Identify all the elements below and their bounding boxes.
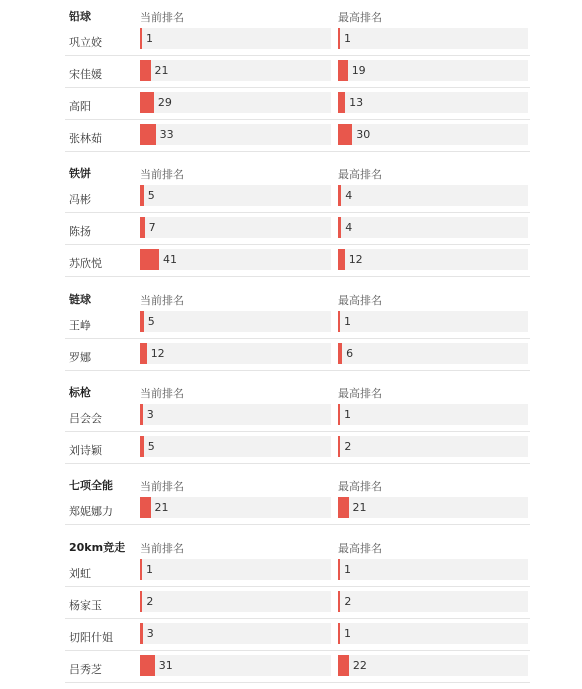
best-rank-cell <box>338 343 528 364</box>
current-rank-bar <box>140 92 154 113</box>
athlete-name: 苏欣悦 <box>69 257 102 270</box>
athlete-name: 刘诗颖 <box>69 444 102 457</box>
current-rank-value: 5 <box>147 315 155 328</box>
current-rank-cell <box>140 343 331 364</box>
best-rank-bar <box>338 623 340 644</box>
athlete-name: 吕会会 <box>69 412 102 425</box>
current-rank-bar <box>140 655 155 676</box>
table-row <box>0 88 582 120</box>
best-rank-bar <box>338 311 340 332</box>
best-rank-cell <box>338 92 528 113</box>
row-divider <box>65 370 530 371</box>
best-rank-value: 22 <box>352 659 367 672</box>
current-rank-value: 3 <box>146 408 154 421</box>
current-rank-cell <box>140 124 331 145</box>
event-group <box>0 382 582 464</box>
current-rank-bar <box>140 559 142 580</box>
current-rank-bar <box>140 343 147 364</box>
current-rank-bar <box>140 28 142 49</box>
current-rank-value: 21 <box>154 64 169 77</box>
event-name: 标枪 <box>69 386 91 399</box>
group-header <box>0 163 582 181</box>
best-rank-cell <box>338 28 528 49</box>
current-rank-header: 当前排名 <box>140 387 184 400</box>
event-group <box>0 163 582 277</box>
current-rank-bar <box>140 249 159 270</box>
current-rank-value: 1 <box>146 563 153 576</box>
best-rank-bar <box>338 124 352 145</box>
best-rank-bar <box>338 28 340 49</box>
athlete-name: 郑妮娜力 <box>69 505 113 518</box>
best-rank-header: 最高排名 <box>338 168 382 181</box>
table-row <box>0 120 582 152</box>
best-rank-value: 13 <box>349 96 364 109</box>
current-rank-bar <box>140 185 144 206</box>
best-rank-value: 21 <box>352 501 367 514</box>
athlete-name: 王峥 <box>69 319 91 332</box>
event-name: 链球 <box>69 293 91 306</box>
athlete-name: 宋佳媛 <box>69 68 102 81</box>
current-rank-cell <box>140 60 331 81</box>
athlete-name: 冯彬 <box>69 193 91 206</box>
best-rank-cell <box>338 404 528 425</box>
best-rank-header: 最高排名 <box>338 542 382 555</box>
current-rank-header: 当前排名 <box>140 294 184 307</box>
best-rank-value: 4 <box>345 189 353 202</box>
best-rank-header: 最高排名 <box>338 11 382 24</box>
best-rank-bar <box>338 591 340 612</box>
best-rank-header: 最高排名 <box>338 387 382 400</box>
table-row <box>0 400 582 432</box>
current-rank-cell <box>140 249 331 270</box>
current-rank-cell <box>140 559 331 580</box>
best-rank-bar <box>338 559 340 580</box>
athlete-name: 吕秀芝 <box>69 663 102 676</box>
table-row <box>0 587 582 619</box>
event-group <box>0 537 582 683</box>
best-rank-value: 1 <box>344 315 351 328</box>
best-rank-bar <box>338 249 345 270</box>
current-rank-header: 当前排名 <box>140 542 184 555</box>
current-rank-cell <box>140 404 331 425</box>
athlete-name: 切阳什姐 <box>69 631 113 644</box>
table-row <box>0 432 582 464</box>
best-rank-value: 6 <box>346 347 354 360</box>
table-row <box>0 24 582 56</box>
athlete-name: 陈扬 <box>69 225 91 238</box>
current-rank-value: 29 <box>157 96 172 109</box>
best-rank-bar <box>338 185 341 206</box>
athlete-name: 巩立姣 <box>69 36 102 49</box>
best-rank-value: 2 <box>344 440 352 453</box>
row-divider <box>65 151 530 152</box>
current-rank-value: 41 <box>163 253 177 266</box>
table-row <box>0 307 582 339</box>
best-rank-header: 最高排名 <box>338 480 382 493</box>
current-rank-value: 1 <box>146 32 153 45</box>
current-rank-header: 当前排名 <box>140 168 184 181</box>
best-rank-value: 1 <box>344 627 351 640</box>
row-divider <box>65 463 530 464</box>
best-rank-bar <box>338 343 342 364</box>
table-row <box>0 213 582 245</box>
best-rank-value: 19 <box>351 64 366 77</box>
best-rank-bar <box>338 60 348 81</box>
current-rank-value: 5 <box>147 440 155 453</box>
row-divider <box>65 276 530 277</box>
group-header <box>0 537 582 555</box>
table-row <box>0 339 582 371</box>
best-rank-value: 1 <box>344 408 351 421</box>
current-rank-bar <box>140 217 145 238</box>
table-row <box>0 245 582 277</box>
current-rank-value: 21 <box>154 501 169 514</box>
group-header <box>0 382 582 400</box>
table-row <box>0 651 582 683</box>
current-rank-value: 31 <box>158 659 173 672</box>
current-rank-cell <box>140 311 331 332</box>
current-rank-header: 当前排名 <box>140 11 184 24</box>
table-row <box>0 56 582 88</box>
best-rank-value: 30 <box>356 128 371 141</box>
best-rank-bar <box>338 655 349 676</box>
current-rank-bar <box>140 497 151 518</box>
current-rank-cell <box>140 28 331 49</box>
best-rank-cell <box>338 249 528 270</box>
current-rank-value: 3 <box>146 627 154 640</box>
event-name: 20km竞走 <box>69 541 126 554</box>
best-rank-value: 4 <box>345 221 353 234</box>
event-name: 七项全能 <box>69 479 113 492</box>
current-rank-value: 5 <box>147 189 155 202</box>
current-rank-cell <box>140 623 331 644</box>
current-rank-cell <box>140 92 331 113</box>
best-rank-bar <box>338 436 340 457</box>
table-row <box>0 555 582 587</box>
row-divider <box>65 682 530 683</box>
best-rank-cell <box>338 655 528 676</box>
athlete-name: 高阳 <box>69 100 91 113</box>
best-rank-value: 12 <box>348 253 363 266</box>
row-divider <box>65 524 530 525</box>
best-rank-cell <box>338 623 528 644</box>
event-group <box>0 289 582 371</box>
current-rank-bar <box>140 404 143 425</box>
event-name: 铁饼 <box>69 167 91 180</box>
best-rank-cell <box>338 60 528 81</box>
group-header <box>0 6 582 24</box>
current-rank-cell <box>140 217 331 238</box>
current-rank-cell <box>140 497 331 518</box>
table-row <box>0 619 582 651</box>
group-header <box>0 475 582 493</box>
best-rank-value: 2 <box>344 595 352 608</box>
current-rank-bar <box>140 436 144 457</box>
current-rank-cell <box>140 591 331 612</box>
current-rank-header: 当前排名 <box>140 480 184 493</box>
current-rank-cell <box>140 655 331 676</box>
current-rank-value: 12 <box>150 347 165 360</box>
table-row <box>0 181 582 213</box>
athlete-name: 张林茹 <box>69 132 102 145</box>
best-rank-cell <box>338 559 528 580</box>
current-rank-bar <box>140 124 156 145</box>
best-rank-bar <box>338 497 349 518</box>
current-rank-value: 2 <box>146 595 154 608</box>
current-rank-bar <box>140 311 144 332</box>
current-rank-cell <box>140 185 331 206</box>
current-rank-value: 33 <box>159 128 174 141</box>
athlete-name: 刘虹 <box>69 567 91 580</box>
best-rank-value: 1 <box>344 563 351 576</box>
current-rank-bar <box>140 623 143 644</box>
group-header <box>0 289 582 307</box>
best-rank-header: 最高排名 <box>338 294 382 307</box>
best-rank-bar <box>338 404 340 425</box>
event-group <box>0 475 582 525</box>
current-rank-bar <box>140 591 142 612</box>
best-rank-value: 1 <box>344 32 351 45</box>
best-rank-cell <box>338 124 528 145</box>
athlete-name: 杨家玉 <box>69 599 102 612</box>
table-row <box>0 493 582 525</box>
best-rank-cell <box>338 591 528 612</box>
best-rank-cell <box>338 217 528 238</box>
best-rank-cell <box>338 436 528 457</box>
best-rank-cell <box>338 497 528 518</box>
athlete-name: 罗娜 <box>69 351 91 364</box>
best-rank-bar <box>338 217 341 238</box>
best-rank-cell <box>338 185 528 206</box>
event-group <box>0 6 582 152</box>
current-rank-bar <box>140 60 151 81</box>
event-name: 铅球 <box>69 10 91 23</box>
best-rank-bar <box>338 92 345 113</box>
current-rank-cell <box>140 436 331 457</box>
best-rank-cell <box>338 311 528 332</box>
current-rank-value: 7 <box>148 221 156 234</box>
